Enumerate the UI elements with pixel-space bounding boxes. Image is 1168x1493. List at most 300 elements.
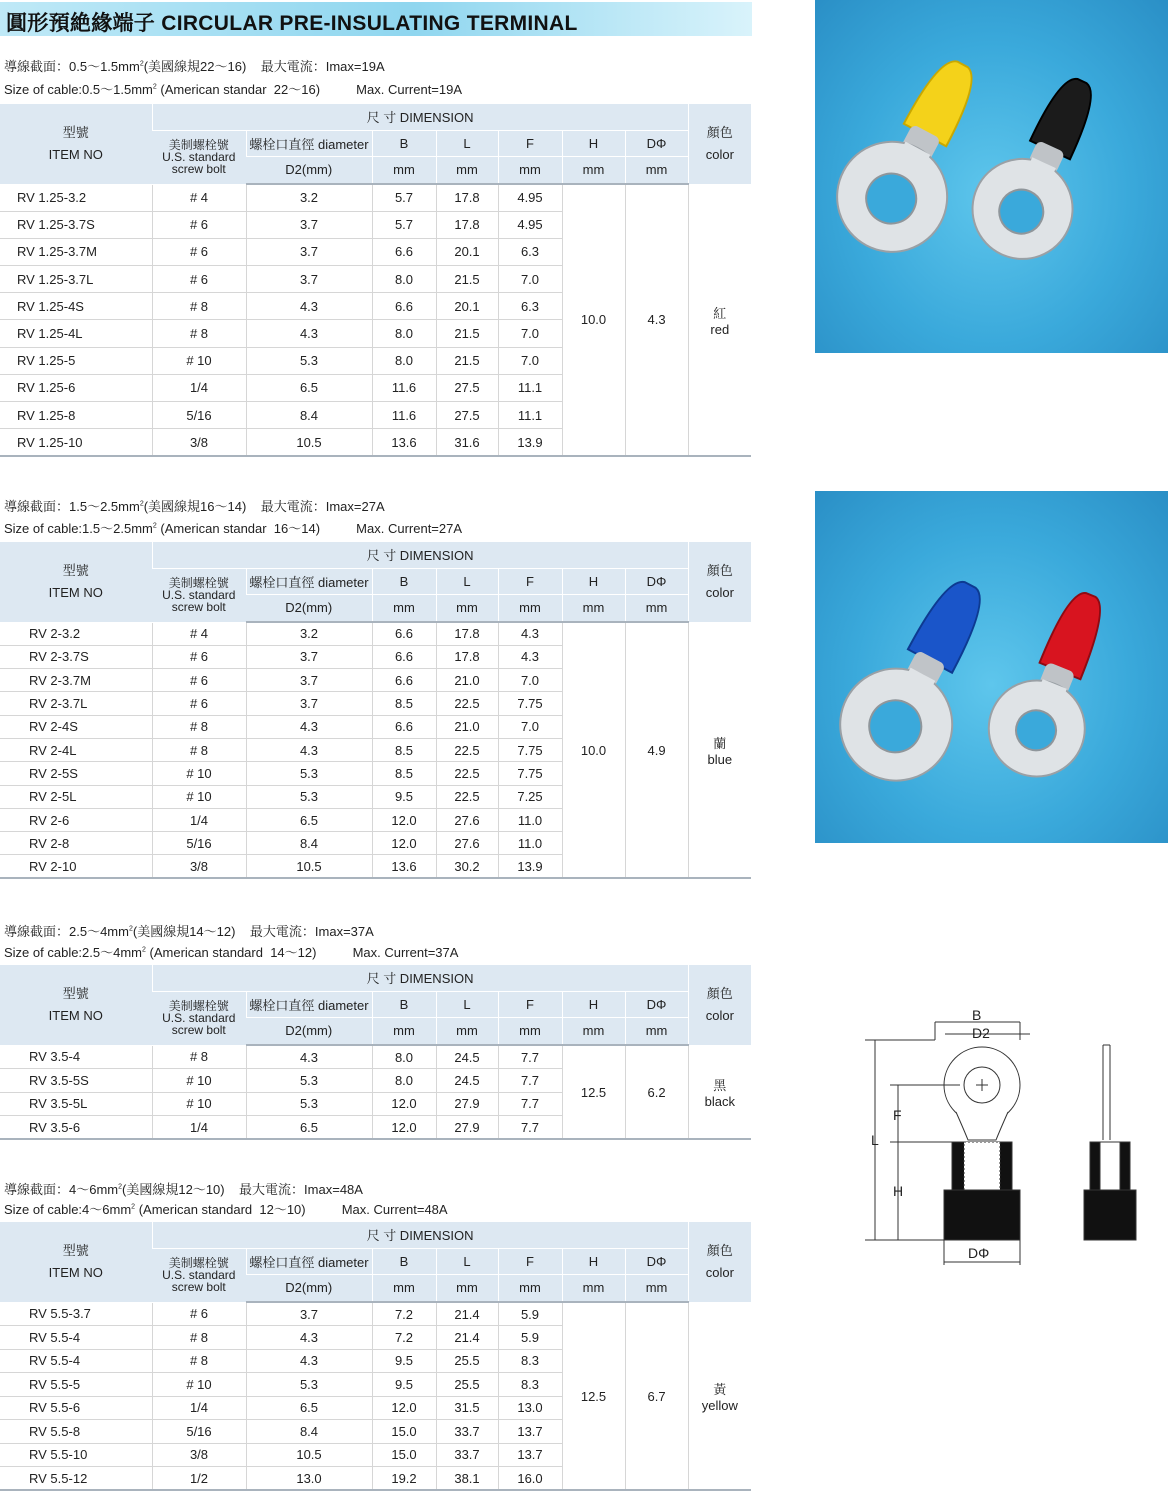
spec-zh-3 <box>4 921 374 940</box>
cell-d2: 3.7 <box>246 692 372 715</box>
header-bolt-en: U.S. standard <box>162 1268 236 1282</box>
header-unit-mm: mm <box>625 1017 688 1045</box>
cell-color-zh: 蘭 <box>713 735 727 751</box>
cell-screw-bolt: # 8 <box>152 293 246 320</box>
header-item-en: ITEM NO <box>48 1264 103 1280</box>
spec-superscript: 2 <box>139 500 144 508</box>
cell-d2: 13.0 <box>246 1467 372 1491</box>
header-item-no <box>0 965 152 1045</box>
cell-d2: 4.3 <box>246 738 372 761</box>
spec-text: (American standar 22～16) Max. Current=19A <box>156 82 463 97</box>
cell-l: 27.5 <box>436 402 498 429</box>
spec-text: 導線截面：0.5～1.5mm <box>4 59 140 74</box>
cell-f: 7.25 <box>498 785 562 808</box>
header-item-no <box>0 104 152 184</box>
header-unit-mm: mm <box>562 156 625 184</box>
label-dphi: DΦ <box>968 1245 990 1261</box>
cell-item-no: RV 3.5-5S <box>0 1069 152 1093</box>
table-row <box>0 1045 751 1069</box>
header-item-zh: 型號 <box>62 985 89 1001</box>
dimension-table-2 <box>0 542 751 879</box>
cell-item-no: RV 1.25-6 <box>0 374 152 401</box>
header-unit-mm: mm <box>436 156 498 184</box>
spec-superscript: 2 <box>152 522 157 530</box>
cell-screw-bolt: # 10 <box>152 762 246 785</box>
cell-item-no: RV 2-6 <box>0 808 152 831</box>
cell-f: 4.3 <box>498 622 562 645</box>
header-screw-bolt <box>152 568 246 622</box>
cell-b: 19.2 <box>372 1467 436 1491</box>
cell-f: 11.0 <box>498 808 562 831</box>
header-bolt-en: U.S. standard <box>162 588 236 602</box>
header-dimension: 尺 寸 DIMENSION <box>152 542 688 568</box>
header-item-en: ITEM NO <box>48 146 103 162</box>
cell-item-no: RV 2-8 <box>0 832 152 855</box>
cell-screw-bolt: # 6 <box>152 692 246 715</box>
cell-l: 33.7 <box>436 1420 498 1444</box>
cell-screw-bolt: 3/8 <box>152 855 246 878</box>
header-f: F <box>498 1248 562 1274</box>
header-unit-mm: mm <box>372 1274 436 1302</box>
spec-zh-4 <box>4 1179 363 1198</box>
header-dphi: DΦ <box>625 1248 688 1274</box>
cell-l: 20.1 <box>436 293 498 320</box>
spec-en-1 <box>4 79 462 98</box>
cell-f: 4.95 <box>498 211 562 238</box>
cell-screw-bolt: # 10 <box>152 1069 246 1093</box>
cell-b: 6.6 <box>372 238 436 265</box>
header-bolt-zh: 美制螺栓號 <box>168 999 229 1013</box>
cell-b: 8.0 <box>372 347 436 374</box>
header-h: H <box>562 1248 625 1274</box>
cell-d2: 6.5 <box>246 1396 372 1420</box>
cell-f: 11.1 <box>498 402 562 429</box>
cell-color <box>688 1302 751 1490</box>
cell-b: 6.6 <box>372 669 436 692</box>
cell-f: 7.0 <box>498 347 562 374</box>
header-unit-mm: mm <box>372 156 436 184</box>
cell-item-no: RV 2-5S <box>0 762 152 785</box>
label-h: H <box>893 1183 904 1199</box>
spec-text: 導線截面：2.5～4mm <box>4 924 129 939</box>
cell-b: 7.2 <box>372 1302 436 1326</box>
cell-dphi: 6.7 <box>625 1302 688 1490</box>
table-row <box>0 1302 751 1326</box>
header-unit-mm: mm <box>562 1274 625 1302</box>
cell-item-no: RV 2-3.7S <box>0 645 152 668</box>
cell-screw-bolt: # 8 <box>152 1349 246 1373</box>
cell-item-no: RV 5.5-8 <box>0 1420 152 1444</box>
cell-f: 13.7 <box>498 1443 562 1467</box>
cell-b: 9.5 <box>372 785 436 808</box>
header-h: H <box>562 130 625 156</box>
cell-b: 11.6 <box>372 402 436 429</box>
cell-screw-bolt: # 6 <box>152 238 246 265</box>
cell-l: 27.5 <box>436 374 498 401</box>
header-unit-mm: mm <box>562 1017 625 1045</box>
header-unit-mm: mm <box>625 156 688 184</box>
cell-b: 9.5 <box>372 1349 436 1373</box>
table-row <box>0 622 751 645</box>
cell-b: 12.0 <box>372 808 436 831</box>
cell-screw-bolt: # 4 <box>152 184 246 211</box>
header-bolt-zh: 美制螺栓號 <box>168 1256 229 1270</box>
cell-item-no: RV 2-3.7L <box>0 692 152 715</box>
header-dimension: 尺 寸 DIMENSION <box>152 1222 688 1248</box>
header-screw-bolt <box>152 991 246 1045</box>
header-item-zh: 型號 <box>62 124 89 140</box>
cell-color-en: blue <box>707 751 733 767</box>
cell-d2: 3.7 <box>246 266 372 293</box>
header-f: F <box>498 568 562 594</box>
cell-item-no: RV 1.25-5 <box>0 347 152 374</box>
header-bolt-en: screw bolt <box>171 162 226 176</box>
header-color-zh: 顏色 <box>706 1242 733 1258</box>
cell-screw-bolt: # 8 <box>152 738 246 761</box>
cell-screw-bolt: 1/4 <box>152 1116 246 1140</box>
header-bolt-en: screw bolt <box>171 1280 226 1294</box>
cell-f: 11.1 <box>498 374 562 401</box>
header-l: L <box>436 1248 498 1274</box>
cell-item-no: RV 5.5-3.7 <box>0 1302 152 1326</box>
metal-barrel <box>964 1142 1000 1190</box>
header-unit-mm: mm <box>498 594 562 622</box>
cell-l: 27.6 <box>436 808 498 831</box>
dimension-table-1 <box>0 104 751 457</box>
cell-color-en: red <box>710 321 730 337</box>
cell-b: 6.6 <box>372 715 436 738</box>
cell-l: 33.7 <box>436 1443 498 1467</box>
header-color <box>688 1222 751 1302</box>
cell-screw-bolt: # 6 <box>152 1302 246 1326</box>
cell-l: 24.5 <box>436 1045 498 1069</box>
spec-text: (美國線規12～10) 最大電流：Imax=48A <box>122 1182 363 1197</box>
cell-l: 24.5 <box>436 1069 498 1093</box>
header-unit-mm: mm <box>436 1274 498 1302</box>
spec-text: (American standar 16～14) Max. Current=27A <box>156 521 463 536</box>
header-unit-mm: mm <box>498 1017 562 1045</box>
header-h: H <box>562 568 625 594</box>
cell-screw-bolt: # 8 <box>152 1326 246 1350</box>
header-b: B <box>372 1248 436 1274</box>
cell-item-no: RV 5.5-12 <box>0 1467 152 1491</box>
cell-screw-bolt: 1/2 <box>152 1467 246 1491</box>
header-f: F <box>498 991 562 1017</box>
cell-f: 13.9 <box>498 429 562 456</box>
cell-item-no: RV 1.25-3.7S <box>0 211 152 238</box>
header-h: H <box>562 991 625 1017</box>
header-unit-mm: mm <box>372 1017 436 1045</box>
cell-screw-bolt: # 8 <box>152 1045 246 1069</box>
cell-item-no: RV 2-4S <box>0 715 152 738</box>
cell-d2: 10.5 <box>246 1443 372 1467</box>
label-f: F <box>893 1107 902 1123</box>
cell-b: 6.6 <box>372 622 436 645</box>
cell-l: 31.6 <box>436 429 498 456</box>
spec-text: Size of cable:4～6mm <box>4 1202 132 1217</box>
cell-l: 27.6 <box>436 832 498 855</box>
cell-f: 7.7 <box>498 1116 562 1140</box>
dimension-table-3 <box>0 965 751 1140</box>
cell-screw-bolt: 3/8 <box>152 1443 246 1467</box>
header-unit-mm: mm <box>625 594 688 622</box>
cell-item-no: RV 2-3.2 <box>0 622 152 645</box>
cell-l: 30.2 <box>436 855 498 878</box>
cell-b: 7.2 <box>372 1326 436 1350</box>
cell-f: 7.0 <box>498 266 562 293</box>
spec-superscript: 2 <box>139 60 144 68</box>
header-item-en: ITEM NO <box>48 584 103 600</box>
cell-item-no: RV 1.25-10 <box>0 429 152 456</box>
cell-l: 17.8 <box>436 622 498 645</box>
header-b: B <box>372 991 436 1017</box>
cell-l: 17.8 <box>436 211 498 238</box>
spec-superscript: 2 <box>128 925 133 933</box>
cell-f: 7.7 <box>498 1045 562 1069</box>
cell-screw-bolt: 1/4 <box>152 1396 246 1420</box>
cell-color-zh: 黑 <box>713 1077 727 1093</box>
cell-item-no: RV 3.5-6 <box>0 1116 152 1140</box>
cell-b: 13.6 <box>372 429 436 456</box>
header-color <box>688 104 751 184</box>
header-b: B <box>372 568 436 594</box>
header-unit-mm: mm <box>372 594 436 622</box>
header-d2: D2(mm) <box>246 1274 372 1302</box>
cell-b: 8.0 <box>372 1069 436 1093</box>
cell-screw-bolt: # 8 <box>152 715 246 738</box>
cell-l: 22.5 <box>436 738 498 761</box>
cell-screw-bolt: # 6 <box>152 669 246 692</box>
cell-d2: 4.3 <box>246 715 372 738</box>
cell-b: 8.5 <box>372 738 436 761</box>
cell-color-en: black <box>704 1093 735 1109</box>
header-item-no <box>0 1222 152 1302</box>
cell-item-no: RV 5.5-6 <box>0 1396 152 1420</box>
header-f: F <box>498 130 562 156</box>
header-diameter: 螺栓口直徑 diameter <box>246 1248 372 1274</box>
cell-l: 38.1 <box>436 1467 498 1491</box>
spec-superscript: 2 <box>118 1183 123 1191</box>
header-item-zh: 型號 <box>62 1242 89 1258</box>
terminal-photo-illustration <box>815 0 1168 353</box>
cell-d2: 4.3 <box>246 320 372 347</box>
spec-zh-2 <box>4 496 385 515</box>
terminal-photo-illustration <box>815 491 1168 843</box>
cell-b: 8.5 <box>372 762 436 785</box>
spec-text: (American standard 14～12) Max. Current=37A <box>145 945 459 960</box>
cell-l: 27.9 <box>436 1092 498 1116</box>
cell-screw-bolt: # 6 <box>152 211 246 238</box>
cell-screw-bolt: # 6 <box>152 645 246 668</box>
cell-b: 6.6 <box>372 645 436 668</box>
header-diameter: 螺栓口直徑 diameter <box>246 568 372 594</box>
title-bar <box>0 2 752 36</box>
cell-b: 12.0 <box>372 1116 436 1140</box>
cell-d2: 5.3 <box>246 1092 372 1116</box>
cell-color <box>688 622 751 878</box>
cell-item-no: RV 2-10 <box>0 855 152 878</box>
cell-l: 21.5 <box>436 320 498 347</box>
header-diameter: 螺栓口直徑 diameter <box>246 991 372 1017</box>
cell-b: 6.6 <box>372 293 436 320</box>
cell-l: 25.5 <box>436 1373 498 1397</box>
header-bolt-zh: 美制螺栓號 <box>168 576 229 590</box>
cell-l: 17.8 <box>436 645 498 668</box>
cell-f: 13.0 <box>498 1396 562 1420</box>
header-bolt-en: screw bolt <box>171 1023 226 1037</box>
cell-item-no: RV 5.5-5 <box>0 1373 152 1397</box>
header-d2: D2(mm) <box>246 594 372 622</box>
cell-item-no: RV 3.5-5L <box>0 1092 152 1116</box>
cell-d2: 6.5 <box>246 1116 372 1140</box>
spec-text: 導線截面：1.5～2.5mm <box>4 499 140 514</box>
cell-h: 12.5 <box>562 1302 625 1490</box>
cell-d2: 4.3 <box>246 1045 372 1069</box>
cell-l: 27.9 <box>436 1116 498 1140</box>
header-unit-mm: mm <box>498 156 562 184</box>
cell-b: 5.7 <box>372 184 436 211</box>
header-bolt-en: screw bolt <box>171 600 226 614</box>
cell-color-zh: 紅 <box>713 305 727 321</box>
header-color-en: color <box>705 584 734 600</box>
spec-superscript: 2 <box>131 1203 136 1211</box>
cell-d2: 3.7 <box>246 645 372 668</box>
header-unit-mm: mm <box>498 1274 562 1302</box>
cell-l: 31.5 <box>436 1396 498 1420</box>
cell-screw-bolt: # 10 <box>152 1373 246 1397</box>
cell-color <box>688 1045 751 1139</box>
cell-item-no: RV 1.25-3.7M <box>0 238 152 265</box>
cell-d2: 3.2 <box>246 622 372 645</box>
header-color <box>688 965 751 1045</box>
header-d2: D2(mm) <box>246 156 372 184</box>
cell-item-no: RV 1.25-4L <box>0 320 152 347</box>
cell-screw-bolt: # 6 <box>152 266 246 293</box>
cell-f: 7.0 <box>498 320 562 347</box>
cell-screw-bolt: # 10 <box>152 785 246 808</box>
header-l: L <box>436 568 498 594</box>
cell-item-no: RV 2-4L <box>0 738 152 761</box>
cell-screw-bolt: 5/16 <box>152 832 246 855</box>
cell-item-no: RV 1.25-3.7L <box>0 266 152 293</box>
cell-h: 10.0 <box>562 622 625 878</box>
spec-text: Size of cable:0.5～1.5mm <box>4 82 153 97</box>
cell-screw-bolt: # 8 <box>152 320 246 347</box>
header-screw-bolt <box>152 130 246 184</box>
cell-b: 12.0 <box>372 832 436 855</box>
cell-l: 21.4 <box>436 1302 498 1326</box>
cell-d2: 4.3 <box>246 293 372 320</box>
label-b: B <box>972 1007 982 1023</box>
header-l: L <box>436 130 498 156</box>
cell-dphi: 6.2 <box>625 1045 688 1139</box>
cell-screw-bolt: 3/8 <box>152 429 246 456</box>
cell-l: 22.5 <box>436 762 498 785</box>
cell-d2: 4.3 <box>246 1326 372 1350</box>
cell-l: 21.5 <box>436 266 498 293</box>
header-color-zh: 顏色 <box>706 562 733 578</box>
cell-d2: 3.7 <box>246 669 372 692</box>
header-dimension: 尺 寸 DIMENSION <box>152 104 688 130</box>
cell-f: 16.0 <box>498 1467 562 1491</box>
header-item-en: ITEM NO <box>48 1007 103 1023</box>
cell-l: 20.1 <box>436 238 498 265</box>
cell-item-no: RV 3.5-4 <box>0 1045 152 1069</box>
cell-item-no: RV 2-3.7M <box>0 669 152 692</box>
label-l: L <box>871 1132 879 1148</box>
cell-b: 8.0 <box>372 320 436 347</box>
dimension-table-4 <box>0 1222 751 1491</box>
cell-dphi: 4.3 <box>625 184 688 456</box>
cell-item-no: RV 2-5L <box>0 785 152 808</box>
cell-f: 7.0 <box>498 669 562 692</box>
cell-screw-bolt: # 10 <box>152 347 246 374</box>
header-bolt-zh: 美制螺栓號 <box>168 138 229 152</box>
header-color <box>688 542 751 622</box>
header-dphi: DΦ <box>625 991 688 1017</box>
product-photo-blue-red <box>815 491 1168 843</box>
side-view-barrel <box>1100 1142 1120 1190</box>
cell-h: 12.5 <box>562 1045 625 1139</box>
cell-f: 11.0 <box>498 832 562 855</box>
cell-color-en: yellow <box>701 1397 738 1413</box>
cell-b: 5.7 <box>372 211 436 238</box>
cell-f: 5.9 <box>498 1326 562 1350</box>
cell-f: 7.75 <box>498 738 562 761</box>
cell-screw-bolt: 5/16 <box>152 1420 246 1444</box>
cell-d2: 5.3 <box>246 1069 372 1093</box>
dimension-drawing <box>860 1000 1160 1270</box>
spec-text: (美國線規22～16) 最大電流：Imax=19A <box>143 59 385 74</box>
cell-h: 10.0 <box>562 184 625 456</box>
cell-d2: 5.3 <box>246 785 372 808</box>
cell-item-no: RV 1.25-3.2 <box>0 184 152 211</box>
cell-d2: 5.3 <box>246 762 372 785</box>
cell-d2: 4.3 <box>246 1349 372 1373</box>
cell-f: 7.7 <box>498 1092 562 1116</box>
cell-l: 17.8 <box>436 184 498 211</box>
cell-color-zh: 黃 <box>713 1381 727 1397</box>
header-dimension: 尺 寸 DIMENSION <box>152 965 688 991</box>
cell-color <box>688 184 751 456</box>
cell-screw-bolt: 5/16 <box>152 402 246 429</box>
cell-f: 8.3 <box>498 1373 562 1397</box>
cell-d2: 5.3 <box>246 347 372 374</box>
cell-f: 7.7 <box>498 1069 562 1093</box>
cell-item-no: RV 5.5-10 <box>0 1443 152 1467</box>
spec-text: (American standard 12～10) Max. Current=48A <box>135 1202 448 1217</box>
table-row <box>0 184 751 211</box>
cell-item-no: RV 5.5-4 <box>0 1326 152 1350</box>
cell-b: 9.5 <box>372 1373 436 1397</box>
spec-text: (美國線規16～14) 最大電流：Imax=27A <box>143 499 385 514</box>
cell-d2: 8.4 <box>246 1420 372 1444</box>
header-b: B <box>372 130 436 156</box>
header-color-zh: 顏色 <box>706 985 733 1001</box>
spec-en-2 <box>4 518 462 537</box>
spec-en-3 <box>4 942 458 961</box>
cell-d2: 8.4 <box>246 832 372 855</box>
cell-b: 12.0 <box>372 1396 436 1420</box>
cell-d2: 5.3 <box>246 1373 372 1397</box>
cell-d2: 3.7 <box>246 238 372 265</box>
cell-item-no: RV 1.25-8 <box>0 402 152 429</box>
page-title: 圓形預絶緣端子 CIRCULAR PRE-INSULATING TERMINAL <box>6 12 578 35</box>
cell-b: 15.0 <box>372 1443 436 1467</box>
side-view-sleeve-bottom <box>1084 1190 1136 1240</box>
header-item-no <box>0 542 152 622</box>
cell-f: 6.3 <box>498 238 562 265</box>
